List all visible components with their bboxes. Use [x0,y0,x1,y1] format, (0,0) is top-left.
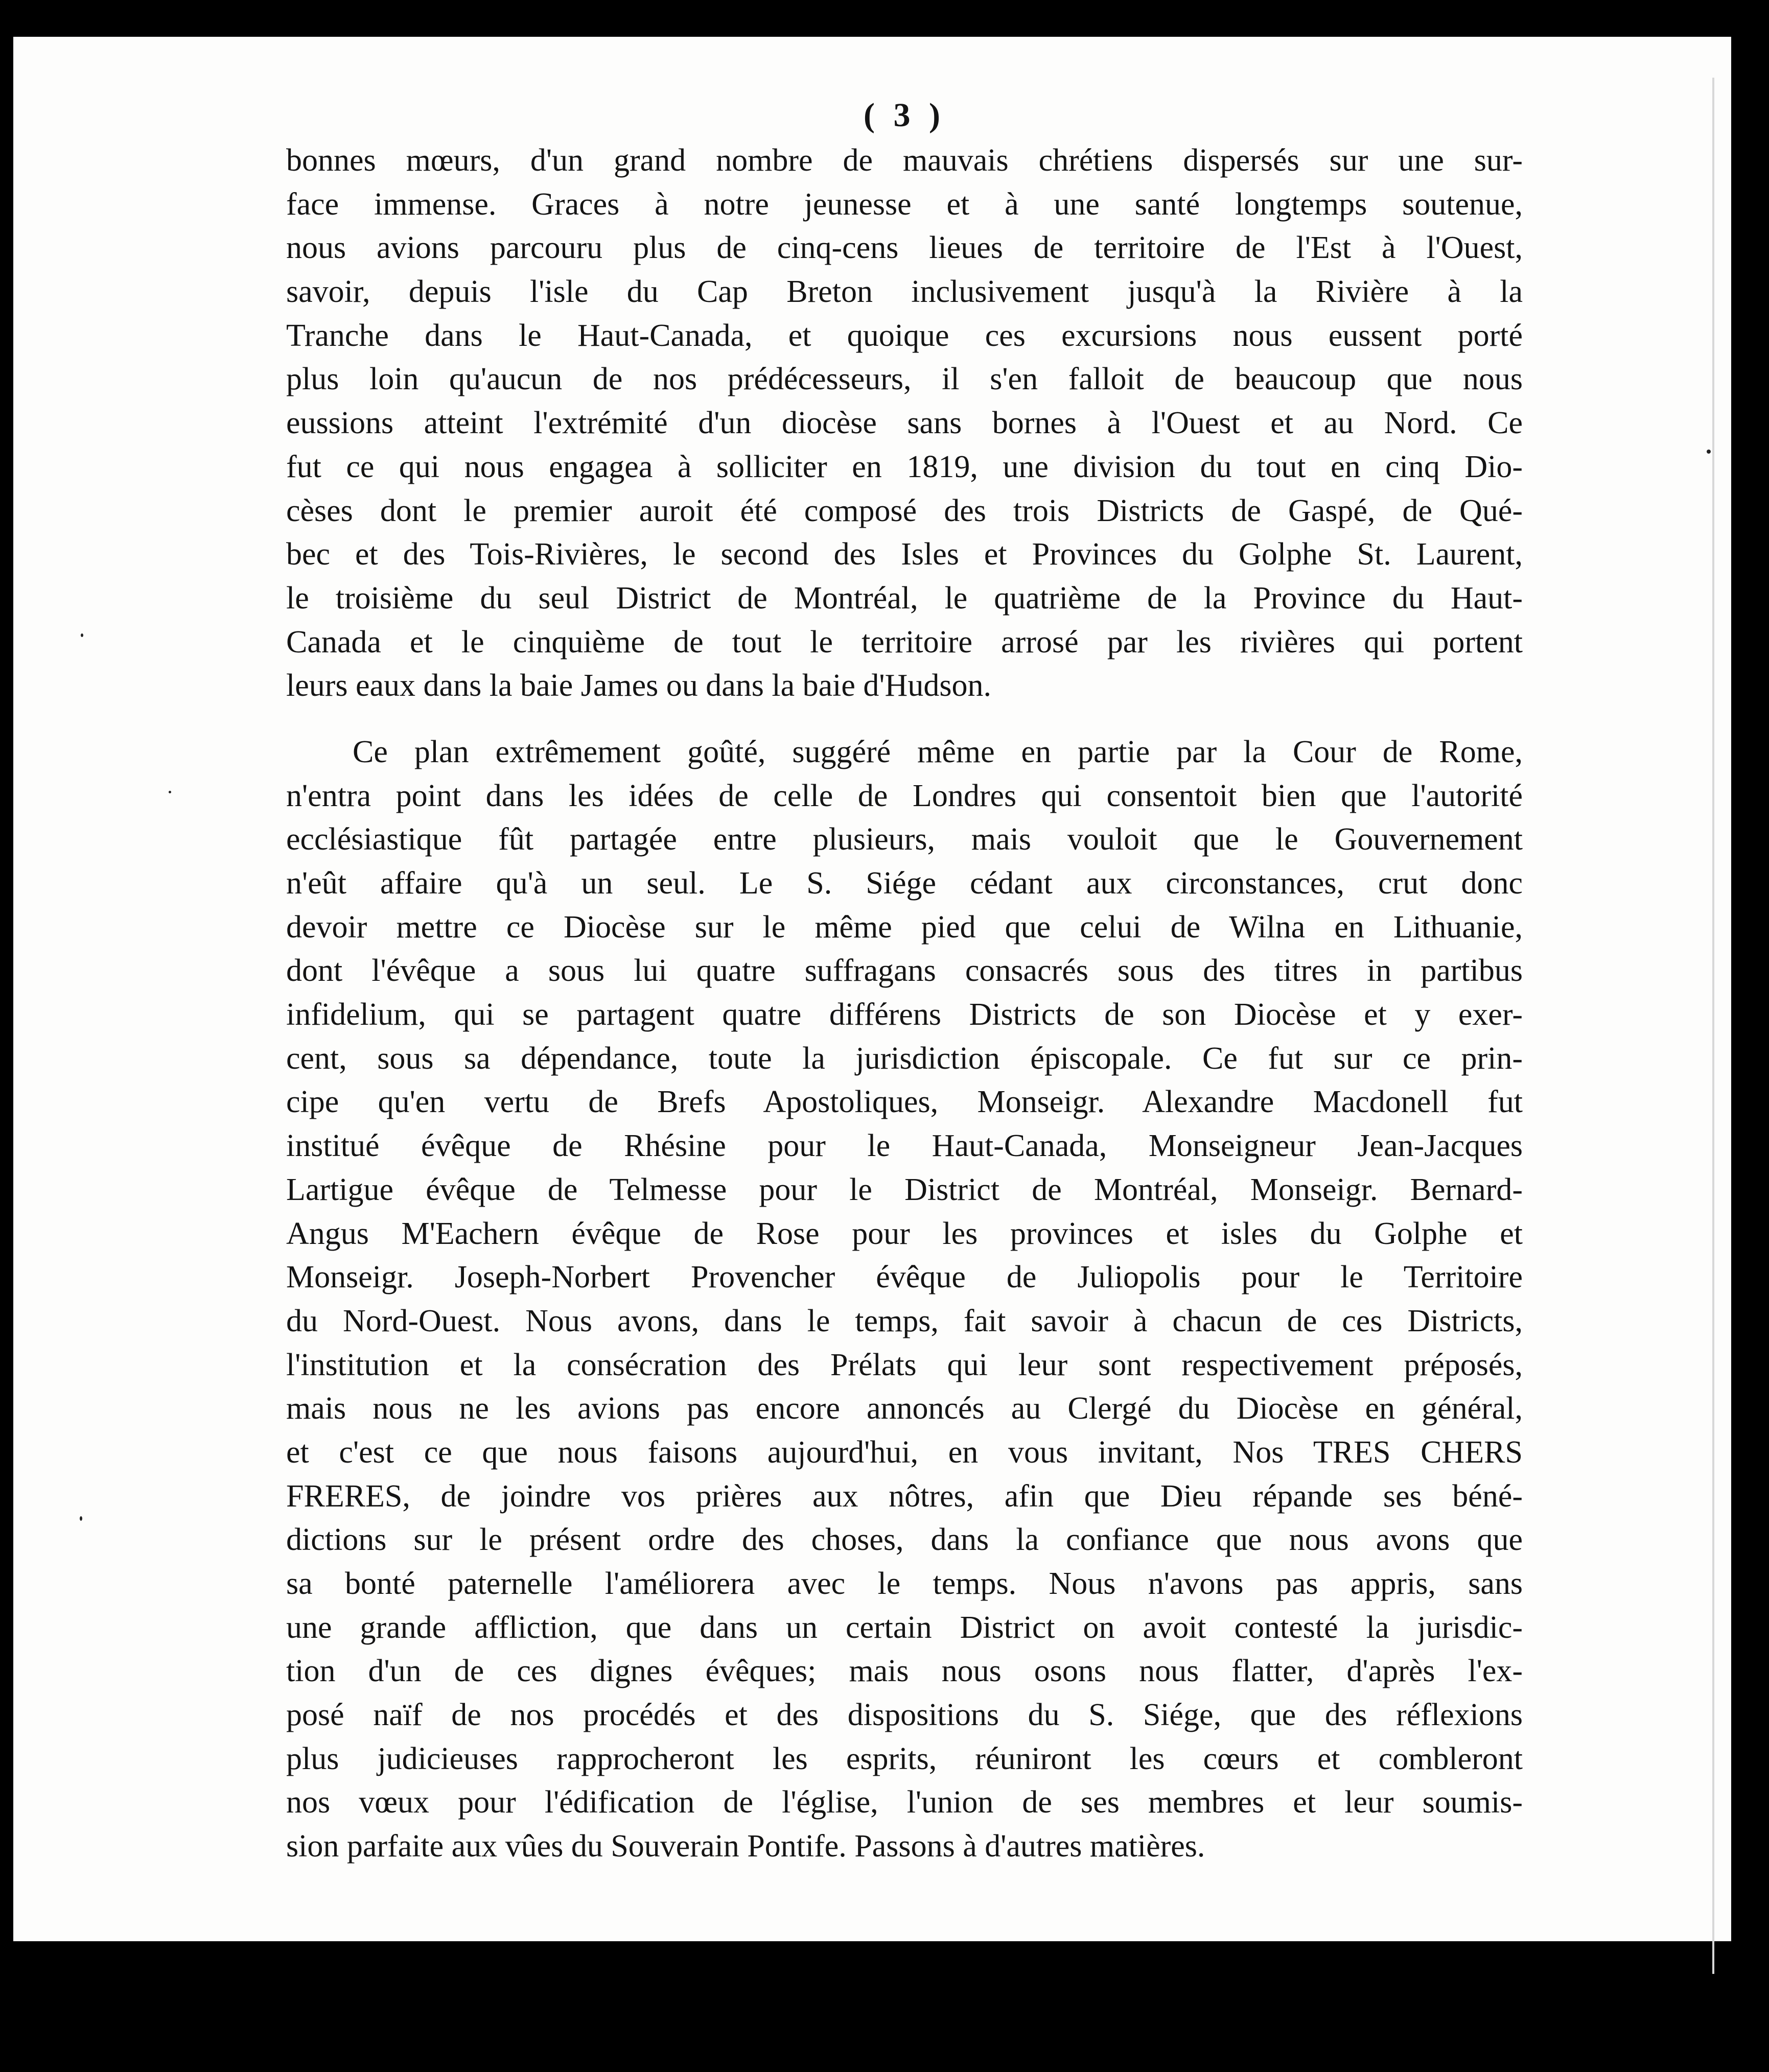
text-line: cipe qu'en vertu de Brefs Apostoliques, Monseigr. Alexandre Macdonell fut [286,1085,1523,1120]
text-line: savoir, depuis l'isle du Cap Breton inclusivement jusqu'à la Rivière à la [286,274,1523,310]
text-line: l'institution et la consécration des Prélats qui leur sont respectivement préposés, [286,1347,1523,1382]
text-line: nous avions parcouru plus de cinq-cens lieues de territoire de l'Est à l'Ouest, [286,230,1523,266]
text-line: une grande affliction, que dans un certain District on avoit contesté la jurisdic- [286,1610,1523,1645]
paragraph-gap [286,708,1523,731]
text-line: nos vœux pour l'édification de l'église, l'union de ses membres et leur soumis- [286,1785,1523,1820]
text-line: plus loin qu'aucun de nos prédécesseurs, il s'en falloit de beaucoup que nous [286,362,1523,397]
text-line: du Nord-Ouest. Nous avons, dans le temps, fait savoir à chacun de ces Districts, [286,1303,1523,1338]
text-line: eussions atteint l'extrémité d'un diocèse sans bornes à l'Ouest et au Nord. Ce [286,406,1523,441]
text-line: sa bonté paternelle l'améliorera avec le temps. Nous n'avons pas appris, sans [286,1566,1523,1601]
ink-speck [80,1516,82,1521]
text-line: sion parfaite aux vûes du Souverain Pontife. Passons à d'autres matières. [286,1829,1205,1864]
paragraph [286,139,1523,708]
text-line: Ce plan extrêmement goûté, suggéré même en partie par la Cour de Rome, [353,734,1523,769]
ink-speck [169,791,171,793]
document-text [286,92,1523,1869]
text-line: fut ce qui nous engagea à solliciter en 1819, une division du tout en cinq Dio- [286,449,1523,484]
text-line: leurs eaux dans la baie James ou dans la baie d'Hudson. [286,668,991,703]
ink-speck [1707,450,1711,454]
text-line: dictions sur le présent ordre des choses, dans la confiance que nous avons que [286,1522,1523,1558]
text-line: devoir mettre ce Diocèse sur le même pied que celui de Wilna en Lithuanie, [286,909,1523,945]
text-line: le troisième du seul District de Montréal, le quatrième de la Province du Haut- [286,580,1523,616]
text-line: mais nous ne les avions pas encore annoncés au Clergé du Diocèse en général, [286,1391,1523,1426]
text-line: institué évêque de Rhésine pour le Haut-Canada, Monseigneur Jean-Jacques [286,1128,1523,1164]
text-line: Tranche dans le Haut-Canada, et quoique ces excursions nous eussent porté [286,318,1523,353]
text-line: tion d'un de ces dignes évêques; mais nous osons nous flatter, d'après l'ex- [286,1654,1523,1689]
text-line: dont l'évêque a sous lui quatre suffragans consacrés sous des titres in partibus [286,953,1523,988]
page-number: ( 3 ) [864,97,945,134]
paragraph [286,731,1523,1869]
text-line: n'eût affaire qu'à un seul. Le S. Siége cédant aux circonstances, crut donc [286,866,1523,901]
text-line: Monseigr. Joseph-Norbert Provencher évêque de Juliopolis pour le Territoire [286,1260,1523,1295]
page-edge-shadow [1712,78,1714,1974]
text-line: cent, sous sa dépendance, toute la jurisdiction épiscopale. Ce fut sur ce prin- [286,1041,1523,1076]
text-line: ecclésiastique fût partagée entre plusieurs, mais vouloit que le Gouvernement [286,822,1523,857]
text-line: cèses dont le premier auroit été composé des trois Districts de Gaspé, de Qué- [286,493,1523,528]
text-line: Angus M'Eachern évêque de Rose pour les provinces et isles du Golphe et [286,1216,1523,1251]
text-line: bonnes mœurs, d'un grand nombre de mauvais chrétiens dispersés sur une sur- [286,143,1523,178]
text-line: Canada et le cinquième de tout le territoire arrosé par les rivières qui portent [286,624,1523,660]
text-line: Lartigue évêque de Telmesse pour le District de Montréal, Monseigr. Bernard- [286,1172,1523,1207]
text-line: FRERES, de joindre vos prières aux nôtres, afin que Dieu répande ses béné- [286,1478,1523,1514]
text-line: plus judicieuses rapprocheront les esprits, réuniront les cœurs et combleront [286,1741,1523,1776]
text-line: bec et des Tois-Rivières, le second des Isles et Provinces du Golphe St. Laurent, [286,537,1523,572]
text-line: infidelium, qui se partagent quatre différens Districts de son Diocèse et y exer- [286,997,1523,1032]
text-line: n'entra point dans les idées de celle de Londres qui consentoit bien que l'autorité [286,778,1523,813]
ink-speck [81,633,83,637]
body-text [286,139,1523,1869]
text-line: posé naïf de nos procédés et des dispositions du S. Siége, que des réflexions [286,1698,1523,1733]
text-line: et c'est ce que nous faisons aujourd'hui, en vous invitant, Nos TRES CHERS [286,1434,1523,1470]
text-line: face immense. Graces à notre jeunesse et à une santé longtemps soutenue, [286,186,1523,222]
